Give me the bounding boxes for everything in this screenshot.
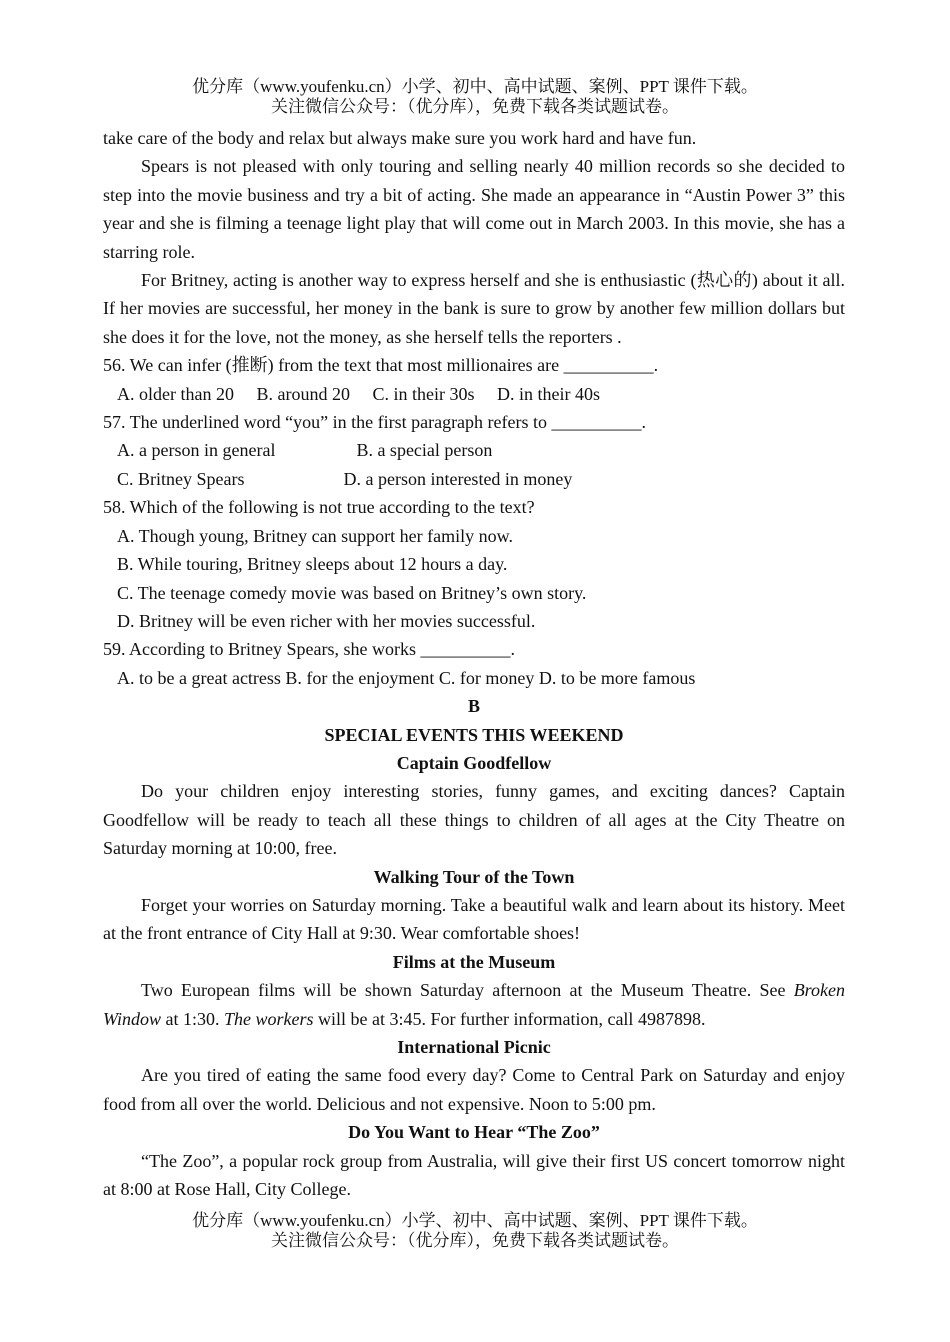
event-text-captain-goodfellow: Do your children enjoy interesting stories, funny games, and exciting dances? Captain Goodfellow will be ready to teach all these things to children of all ages at the City Theatre on Saturday morning at 10:00, free. (103, 781, 845, 859)
event-text-walking-tour: Forget your worries on Saturday morning. Take a beautiful walk and learn about its history. Meet at the front entrance of City Hall at 9:30. Wear comfortable shoes! (103, 894, 845, 944)
films-text-part-3: will be at 3:45. For further information, call 4987898. (313, 1008, 706, 1029)
event-heading-walking-tour: Walking Tour of the Town (373, 866, 575, 887)
footer-line-1: 优分库（www.youfenku.cn）小学、初中、高中试题、案例、PPT 课件下载。 (192, 1211, 758, 1230)
question-58-option-c: C. The teenage comedy movie was based on Britney’s own story. (117, 582, 587, 603)
question-57-stem: 57. The underlined word “you” in the first paragraph refers to __________. (103, 412, 647, 433)
question-58-option-d: D. Britney will be even richer with her movies successful. (117, 610, 536, 631)
page-content (103, 124, 845, 1203)
question-59-stem: 59. According to Britney Spears, she works __________. (103, 639, 515, 660)
question-57-options-row-2: C. Britney Spears D. a person interested in money (117, 468, 573, 489)
header-line-2: 关注微信公众号：（优分库），免费下载各类试题试卷。 (271, 97, 679, 116)
question-56-stem: 56. We can infer (推断) from the text that most millionaires are __________. (103, 355, 659, 376)
event-heading-international-picnic: International Picnic (397, 1037, 551, 1057)
event-heading-the-zoo: Do You Want to Hear “The Zoo” (348, 1122, 600, 1143)
passage-b-label: B (467, 696, 480, 717)
page-header (0, 77, 950, 117)
question-58-stem: 58. Which of the following is not true according to the text? (103, 497, 535, 518)
film-title-the-workers: The workers (224, 1008, 314, 1029)
films-text-part-2: at 1:30. (161, 1008, 225, 1029)
passage-a-paragraph-1: take care of the body and relax but always make sure you work hard and have fun. (103, 128, 697, 148)
passage-a-paragraph-2: Spears is not pleased with only touring and selling nearly 40 million records so she decided to step into the movie business and try a bit of acting. She made an appearance in “Austin Power 3” this year and she is filming a teenage light play that will come out in March 2003. In this movie, she has a starring role. (103, 156, 845, 262)
film-title-broken-window: Broken Window (103, 980, 845, 1029)
event-text-films-museum (103, 976, 845, 1033)
question-56-options: A. older than 20 B. around 20 C. in their 30s D. in their 40s (117, 383, 600, 404)
question-57-options-row-1: A. a person in general B. a special person (117, 440, 493, 461)
event-heading-captain-goodfellow: Captain Goodfellow (396, 752, 552, 773)
films-text-part-1: Two European films will be shown Saturday afternoon at the Museum Theatre. See (141, 980, 794, 1001)
page-footer (0, 1211, 950, 1251)
question-58-option-b: B. While touring, Britney sleeps about 12 hours a day. (117, 554, 508, 575)
header-line-1: 优分库（www.youfenku.cn）小学、初中、高中试题、案例、PPT 课件下载。 (192, 77, 758, 96)
passage-b-title: SPECIAL EVENTS THIS WEEKEND (324, 724, 624, 745)
event-heading-films-museum: Films at the Museum (392, 951, 556, 972)
event-text-international-picnic: Are you tired of eating the same food every day? Come to Central Park on Saturday and enjoy food from all over the world. Delicious and not expensive. Noon to 5:00 pm. (103, 1065, 845, 1114)
footer-line-2: 关注微信公众号：（优分库），免费下载各类试题试卷。 (271, 1231, 679, 1250)
question-59-options: A. to be a great actress B. for the enjoyment C. for money D. to be more famous (117, 667, 696, 688)
passage-a-paragraph-3: For Britney, acting is another way to express herself and she is enthusiastic (热心的) about it all. If her movies are successful, her money in the bank is sure to grow by another few million dollars but she does it for the love, not the money, as she herself tells the reporters . (103, 270, 845, 347)
question-58-option-a: A. Though young, Britney can support her family now. (117, 525, 513, 546)
event-text-the-zoo: “The Zoo”, a popular rock group from Australia, will give their first US concert tomorrow night at 8:00 at Rose Hall, City College. (103, 1150, 845, 1200)
